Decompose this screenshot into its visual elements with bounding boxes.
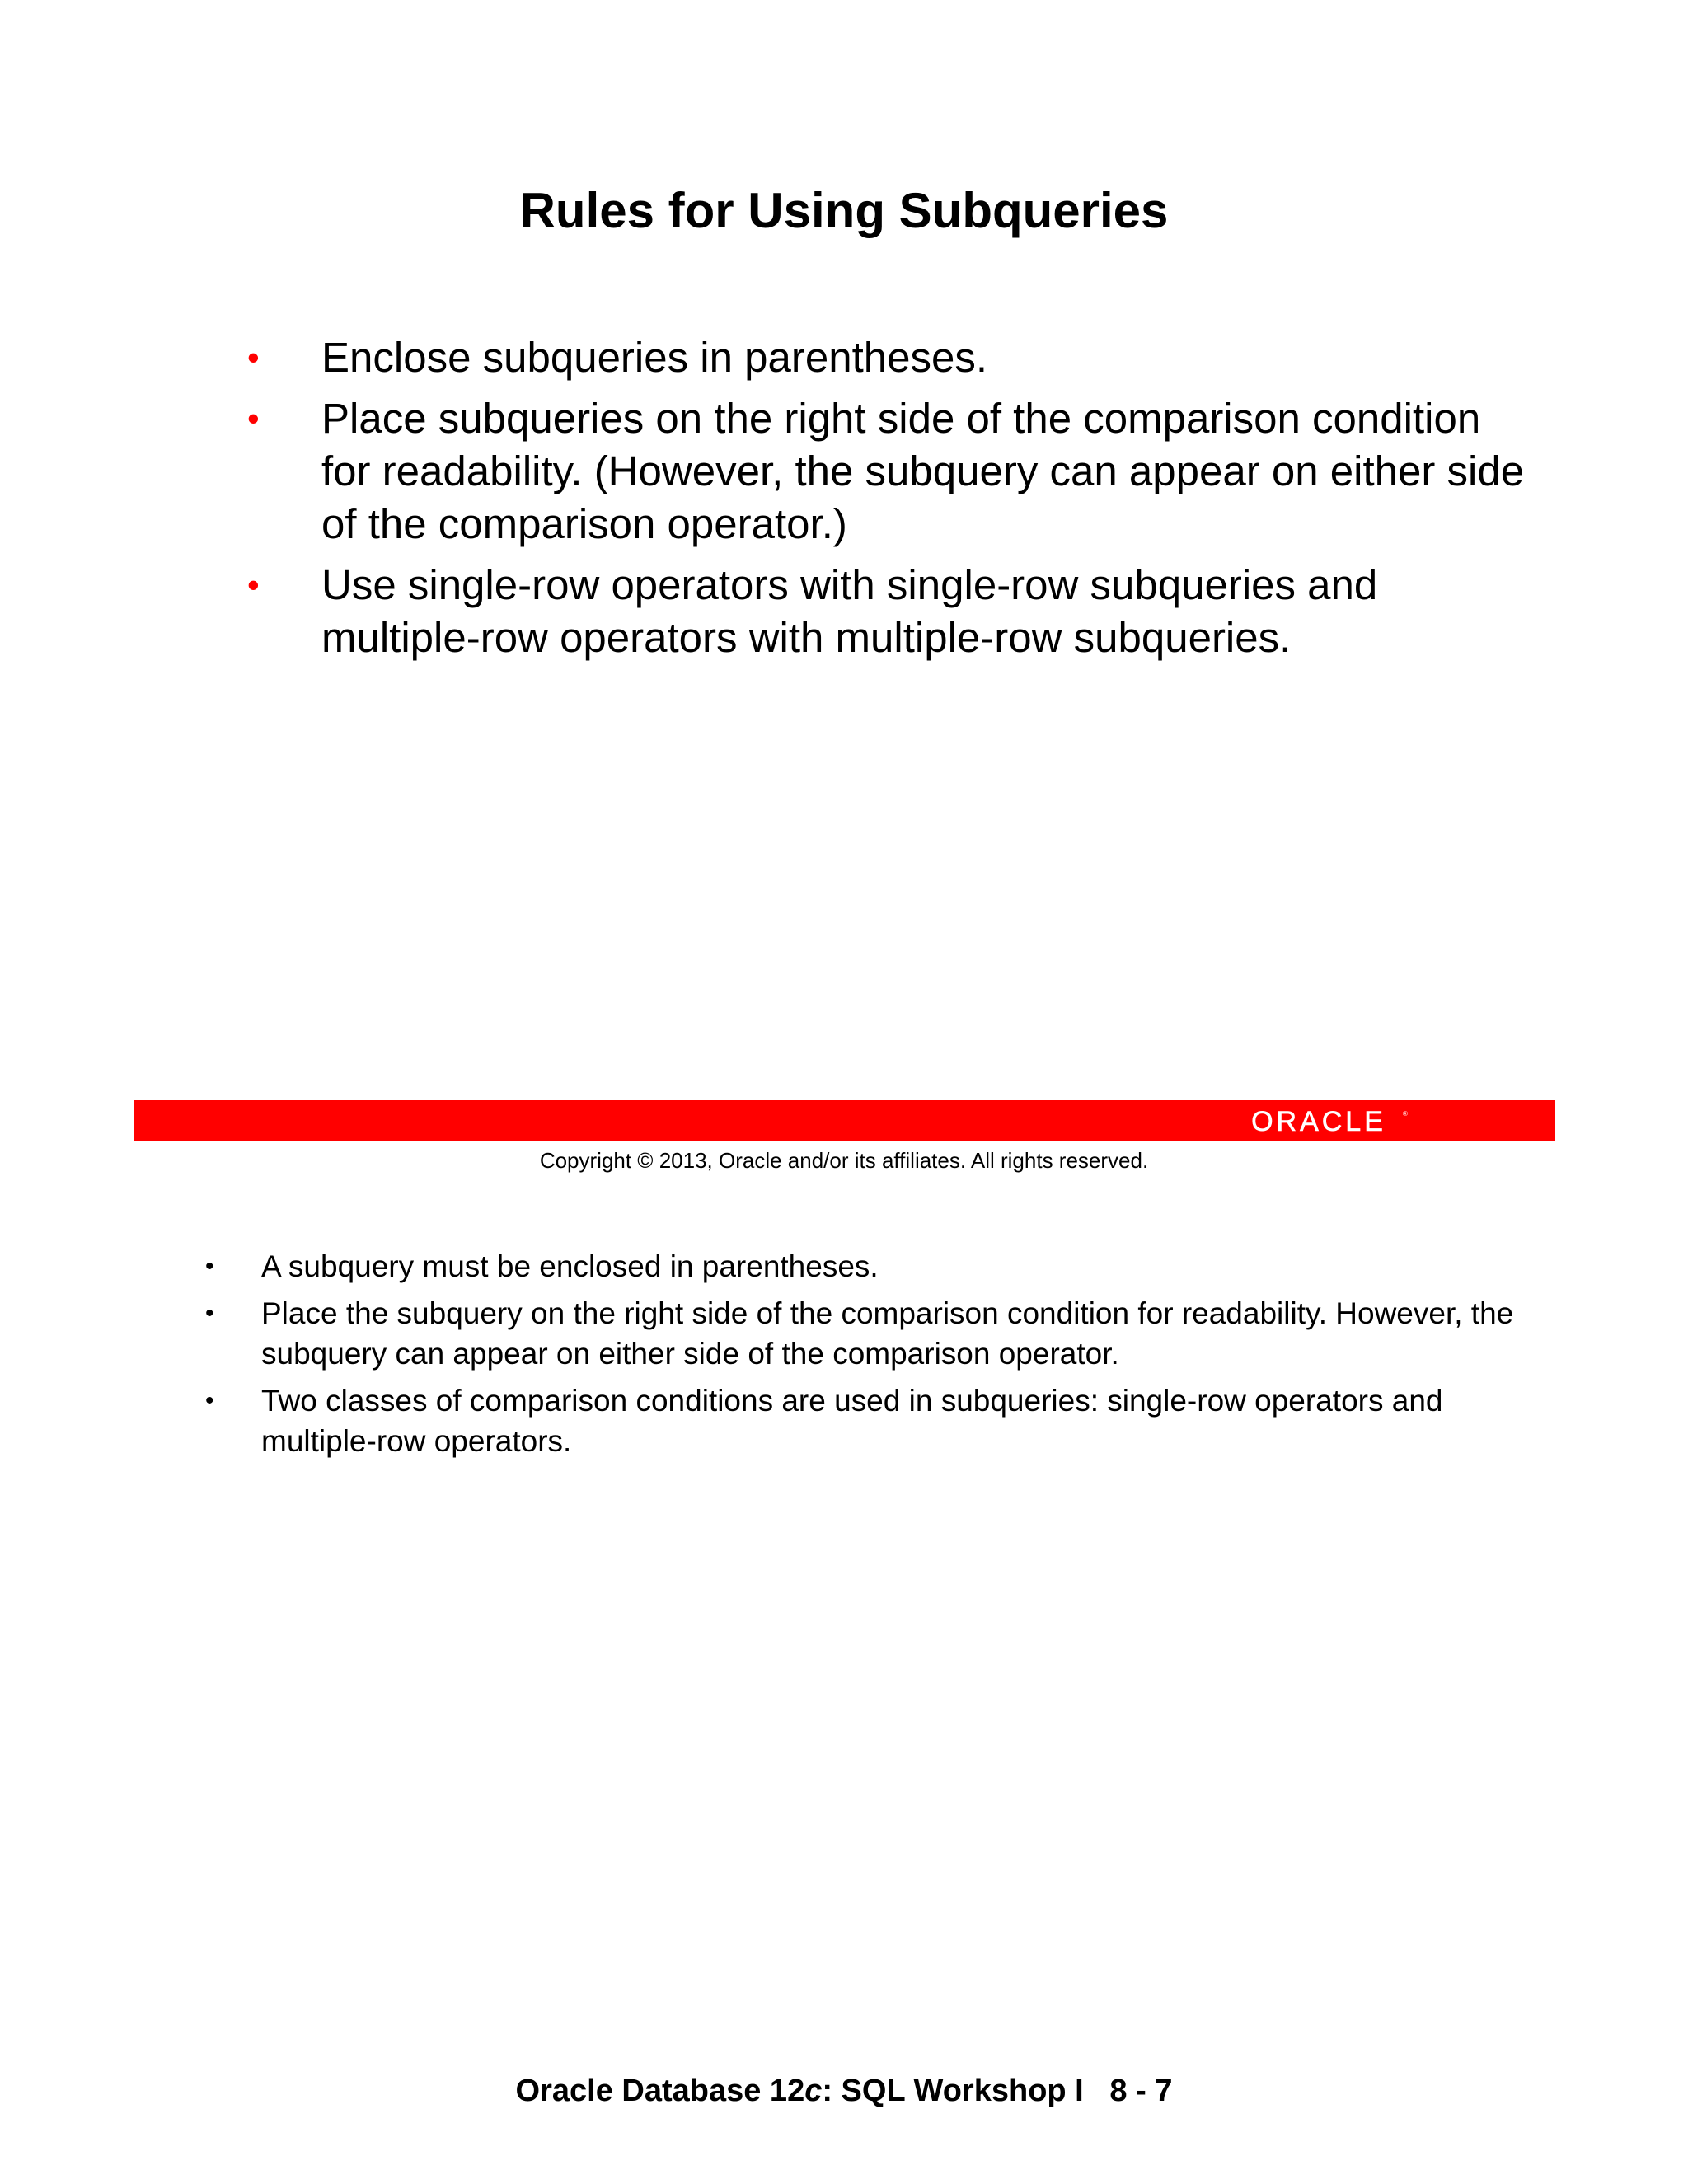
red-bullet-icon: •: [247, 399, 260, 438]
red-bullet-icon: •: [247, 565, 260, 604]
slide-bullet-item: [239, 392, 1525, 551]
notes-bullet-item: [202, 1380, 1562, 1461]
red-bullet-icon: •: [247, 338, 260, 377]
notes-bullet-text: A subquery must be enclosed in parentheses.: [261, 1249, 879, 1283]
registered-mark-icon: ®: [1403, 1110, 1408, 1118]
bullet-icon: •: [205, 1387, 214, 1414]
notes-bullet-item: [202, 1293, 1562, 1374]
oracle-logo-text: ORACLE: [1251, 1106, 1386, 1137]
footer-italic: c: [804, 2074, 823, 2108]
slide-bullet-text: Place subqueries on the right side of the comparison condition for readability. (However, the subquery can appear on either side of the comparison operator.): [321, 395, 1525, 547]
slide-bullet-text: Enclose subqueries in parentheses.: [321, 334, 988, 381]
slide-bullet-text: Use single-row operators with single-row subqueries and multiple-row operators with multiple-row subqueries.: [321, 561, 1378, 661]
slide-bullet-item: [239, 559, 1525, 664]
notes-bullet-text: Two classes of comparison conditions are used in subqueries: single-row operators and multiple-row operators.: [261, 1384, 1443, 1458]
notes-bullet-item: [202, 1246, 1562, 1286]
footer-prefix: Oracle Database 12: [515, 2074, 805, 2108]
slide-bullet-list: [239, 331, 1525, 673]
footer-suffix: : SQL Workshop I 8 - 7: [822, 2074, 1173, 2108]
bullet-icon: •: [205, 1300, 214, 1327]
copyright-notice: Copyright © 2013, Oracle and/or its affiliates. All rights reserved.: [539, 1148, 1149, 1173]
slide-bullet-item: [239, 331, 1525, 384]
notes-bullet-list: [202, 1246, 1562, 1468]
oracle-logo: [1228, 1103, 1409, 1139]
page-footer: [0, 2070, 1688, 2111]
bullet-icon: •: [205, 1253, 214, 1280]
slide-title: Rules for Using Subqueries: [519, 183, 1169, 238]
notes-bullet-text: Place the subquery on the right side of the comparison condition for readability. However, the subquery can appear on either side of the comparison operator.: [261, 1296, 1514, 1371]
